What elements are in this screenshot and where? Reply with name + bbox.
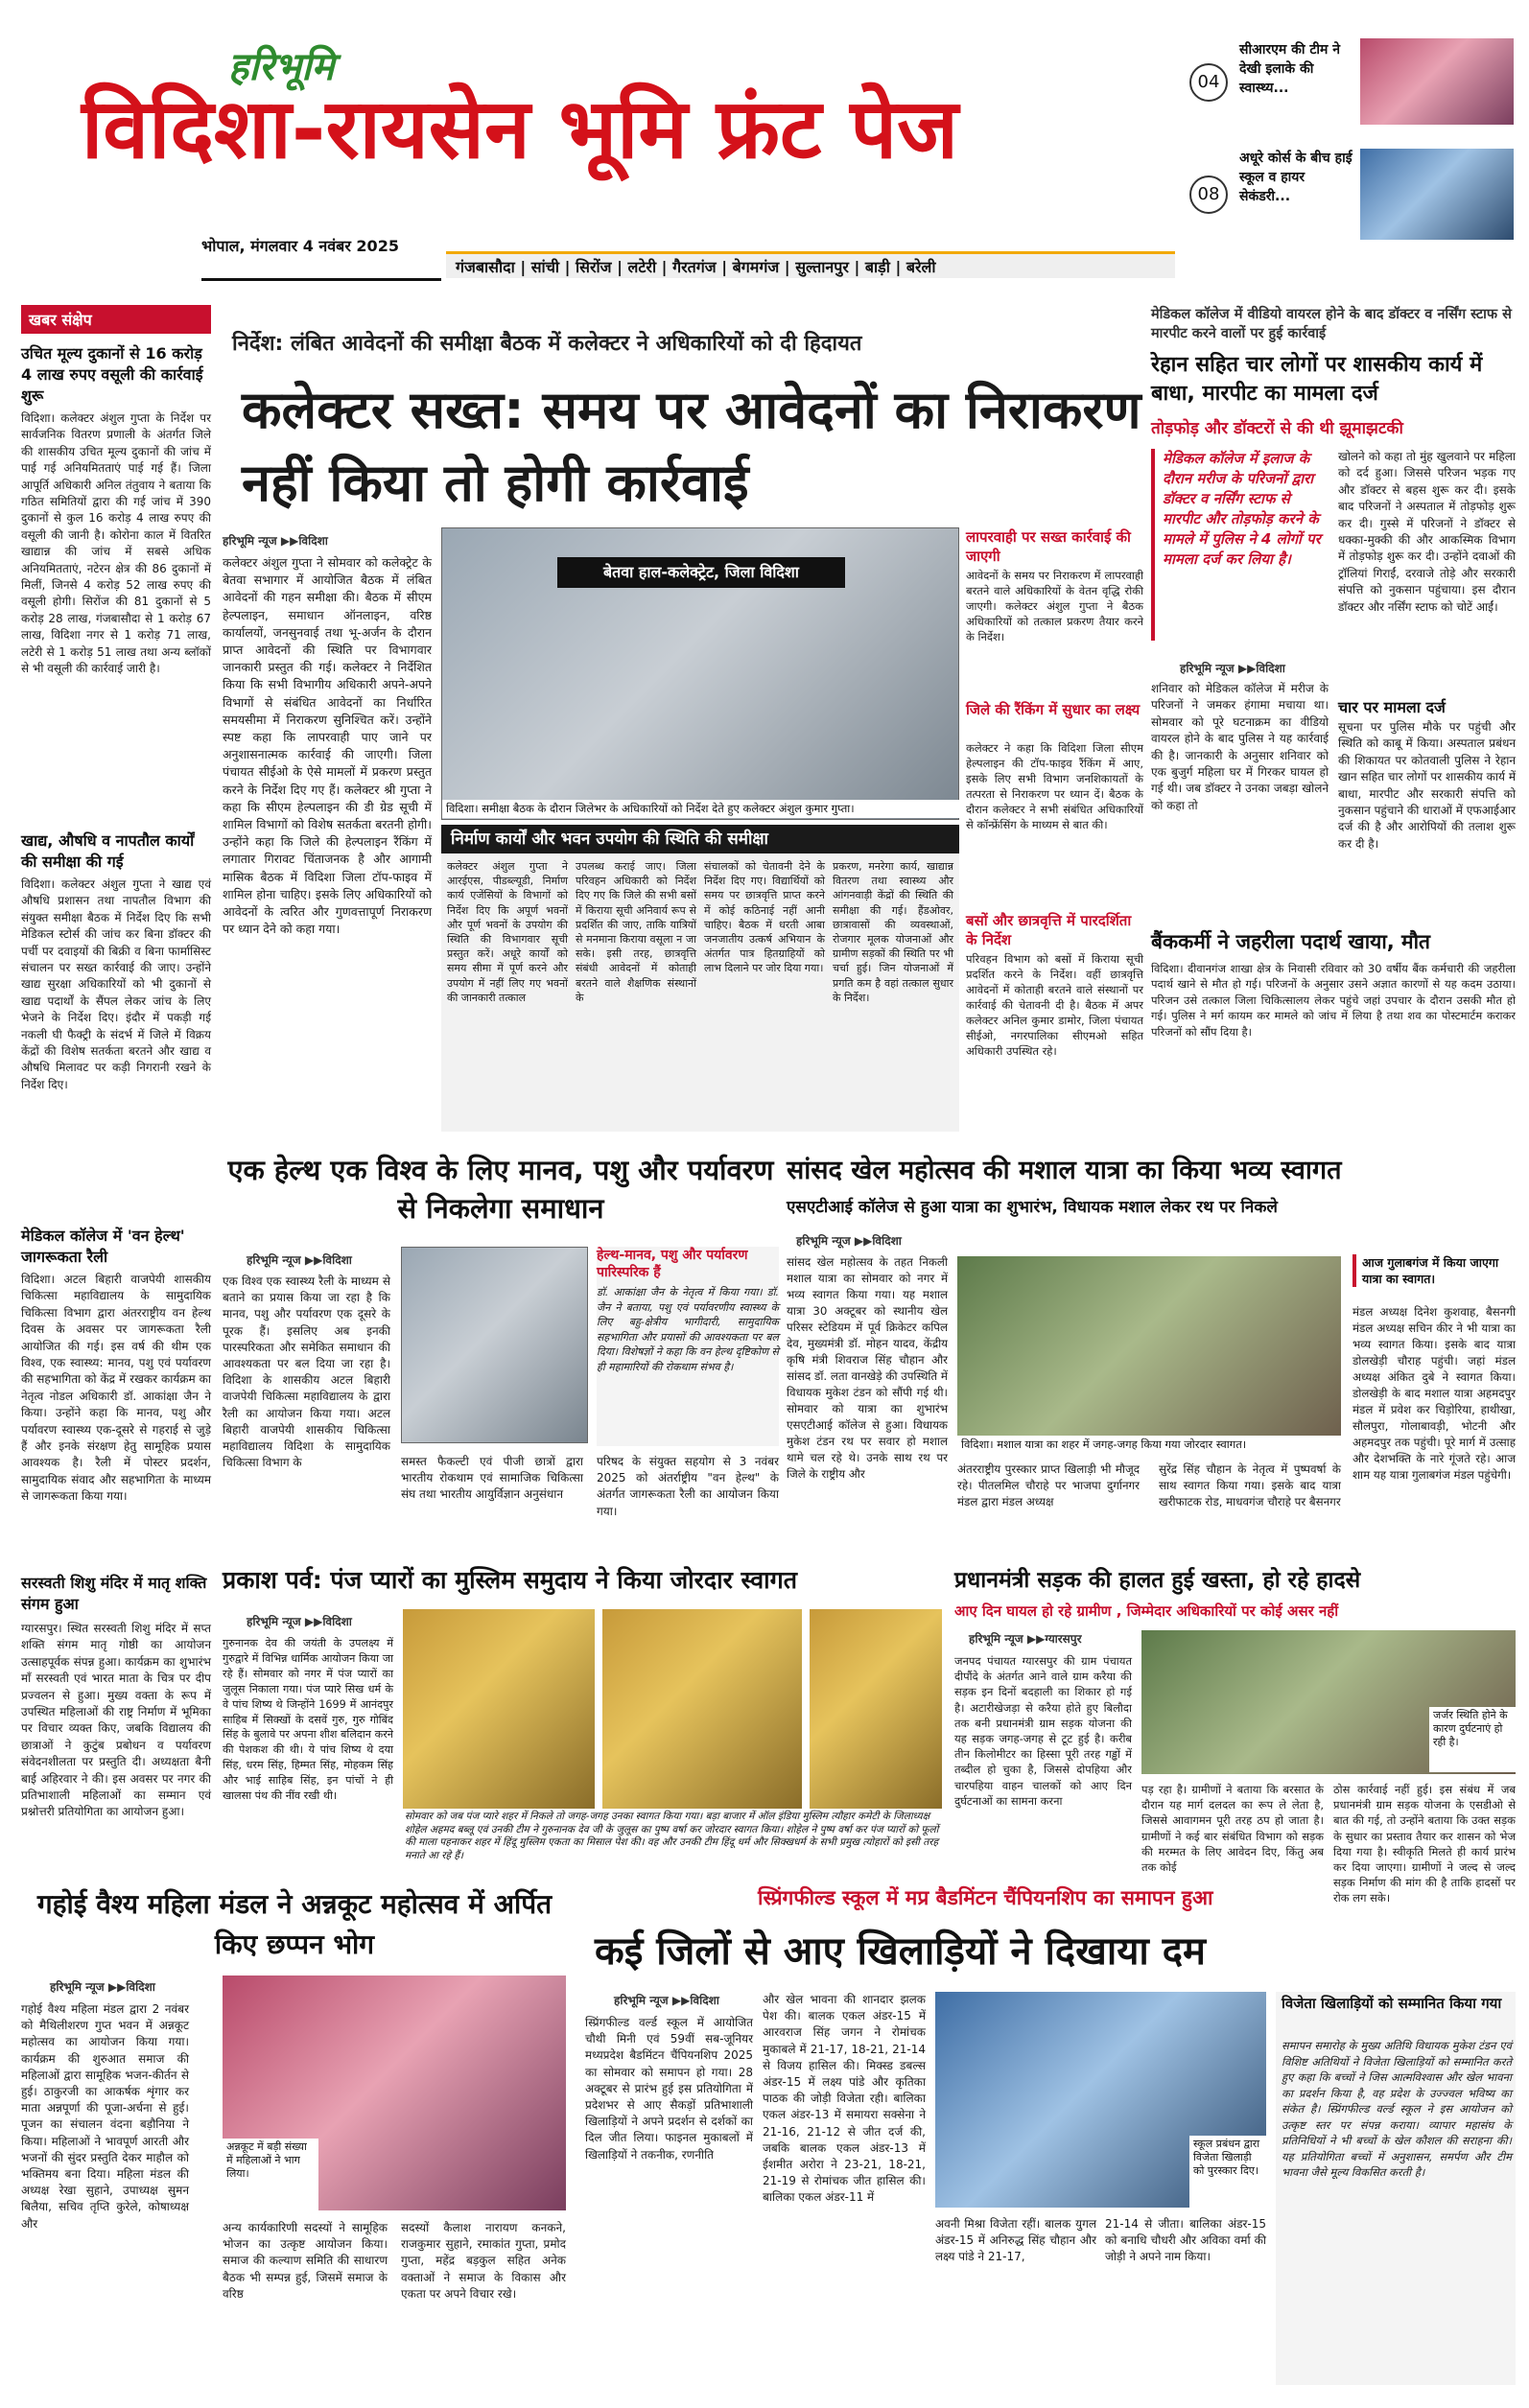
badminton-col2: और खेल भावना की शानदार झलक पेश की। बालक एकल अंडर-15 में आरवराज सिंह जगन ने रोमांचक मुकाबले में 21-17, 18-21, 21-14 से विजय हासिल की। मिक्स्ड डबल्स अंडर-15 में लक्ष्य पांडे और कृतिका पाठक की जोड़ी विजेता रही। बालिका एकल अंडर-13 में समायरा सक्सेना ने 21-16, 21-12 से जीत दर्ज की, जबकि बालक एकल अंडर-13 में ईशमीत अरोरा ने 23-21, 18-21, 21-19 से रोमांचक जीत हासिल की। बालिका एकल अंडर-11 में bbox=[763, 1993, 926, 2205]
torch-sub: एसएटीआई कॉलेज से हुआ यात्रा का शुभारंभ, विधायक मशाल लेकर रथ पर निकले bbox=[787, 1198, 1278, 1217]
annakoot-col3: सदस्यों कैलाश नारायण कनकने, राजकुमार सुहाने, रमाकांत गुप्ता, प्रमोद गुप्ता, महेंद्र बड़कुल सहित अनेक वक्ताओं ने समाज के विकास और एकता पर अपने विचार रखे। bbox=[401, 2221, 566, 2301]
lead-infobox bbox=[441, 825, 959, 1132]
road-photo-caption: जर्जर स्थिति होने के कारण दुर्घटनाएं हो रही है। bbox=[1429, 1707, 1516, 1772]
onehealth-box bbox=[597, 1247, 779, 1446]
onehealth-col4: परिषद के संयुक्त सहयोग से 3 नवंबर 2025 को अंतर्राष्ट्रीय "वन हेल्थ" के अंतर्गत जागरूकता रैली का आयोजन किया गया। bbox=[597, 1455, 779, 1518]
prakash-photo-1 bbox=[403, 1609, 595, 1809]
badminton-box bbox=[1276, 1992, 1516, 2385]
torch-headline: सांसद खेल महोत्सव की मशाल यात्रा का किया भव्य स्वागत bbox=[787, 1156, 1342, 1185]
annakoot-headline: गहोई वैश्य महिला मंडल ने अन्नकूट महोत्सव में अर्पित किए छप्पन भोग bbox=[36, 1888, 553, 1960]
town-strip bbox=[446, 251, 1175, 278]
masthead bbox=[0, 0, 1529, 278]
right-headline: रेहान सहित चार लोगों पर शासकीय कार्य में बाधा, मारपीट का मामला दर्ज bbox=[1151, 353, 1483, 406]
brief-head-3: मेडिकल कॉलेज में 'वन हेल्थ' जागरूकता रैली bbox=[21, 1227, 185, 1266]
teaser-1 bbox=[1189, 38, 1516, 134]
onehealth-byline: हरिभूमि न्यूज ▶▶विदिशा bbox=[247, 1253, 352, 1267]
photo-sign: बेतवा हाल-कलेक्ट्रेट, जिला विदिशा bbox=[557, 557, 845, 588]
brief-column bbox=[21, 305, 211, 1878]
road-photo bbox=[1141, 1630, 1516, 1774]
poison-headline: बैंककर्मी ने जहरीला पदार्थ खाया, मौत bbox=[1151, 930, 1431, 953]
side-body-2: कलेक्टर ने कहा कि विदिशा जिला सीएम हेल्पलाइन की टॉप-फाइव रैंकिंग में आए, इसके लिए सभी विभाग जनशिकायतों के तत्परता से निराकरण पर ध्यान दें। बैठक के दौरान कलेक्टर ने सभी संबंधित अधिकारियों से कॉन्फ्रेंसिंग के माध्यम से बात की। bbox=[966, 741, 1143, 831]
torch-story bbox=[787, 1151, 1516, 1554]
right-body3: सूचना पर पुलिस मौके पर पहुंची और स्थिति को काबू में किया। अस्पताल प्रबंधन की शिकायत पर कोतवाली पुलिस ने रेहान खान सहित चार लोगों पर शासकीय कार्य में बाधा, मारपीट और सरकारी संपत्ति को नुकसान पहुंचाने की धाराओं में एफआईआर दर्ज की है और आरोपियों की तलाश शुरू कर दी है। bbox=[1338, 720, 1516, 851]
brief-body-1: विदिशा। कलेक्टर अंशुल गुप्ता के निर्देश पर सार्वजनिक वितरण प्रणाली के अंतर्गत जिले की शासकीय उचित मूल्य दुकानों की जांच में पाई गई अनियमितताएं पाई गई हैं। जिला आपूर्ति अधिकारी अनिल तंतुवाय ने बताया कि गठित समितियों द्वारा की गई जांच में 390 दुकानों से कुल 16 करोड़ 4 लाख रुपए की वसूली की जानी है। कोरोना काल में वितरित खाद्यान्न की जांच में सबसे अधिक अनियमितताएं, नटेरन क्षेत्र की 86 दुकानों में मिलीं, जिनसे 4 करोड़ 52 लाख रुपए की वसूली होगी। सिरोंज की 81 दुकानों से 5 करोड़ 28 लाख, गंजबासौदा से 1 करोड़ 67 लाख, विदिशा नगर से 1 करोड़ 71 लाख, लटेरी से 1 करोड़ 51 लाख तथा अन्य ब्लॉकों से भी वसूली की कार्रवाई जारी है। bbox=[21, 411, 211, 676]
right-body2: शनिवार को मेडिकल कॉलेज में मरीज के परिजनों ने जमकर हंगामा मचाया था। सोमवार को पूरे घटनाक्रम का वीडियो वायरल होने के बाद पुलिस ने यह कार्रवाई की है। जानकारी के अनुसार शनिवार को एक बुजुर्ग महिला घर में गिरकर घायल हो गई थी। जब डॉक्टर ने उनका जबड़ा खोलने को कहा तो bbox=[1151, 682, 1329, 812]
prakash-byline: हरिभूमि न्यूज ▶▶विदिशा bbox=[247, 1615, 352, 1628]
onehealth-story bbox=[223, 1151, 779, 1554]
onehealth-col3: समस्त फैकल्टी एवं पीजी छात्रों द्वारा भारतीय रोकथाम एवं सामाजिक चिकित्सा संघ तथा भारतीय आयुर्विज्ञान अनुसंधान bbox=[401, 1455, 583, 1502]
onehealth-box-head: हेल्थ-मानव, पशु और पर्यावरण पारिस्परिक हैं bbox=[597, 1248, 748, 1280]
brief-head-2: खाद्य, औषधि व नापतौल कार्यों की समीक्षा की गई bbox=[21, 831, 195, 871]
onehealth-col1: एक विश्व एक स्वास्थ्य रैली के माध्यम से बताने का प्रयास किया जा रहा है कि मानव, पशु और पर्यावरण एक दूसरे के पूरक हैं। इसलिए अब इनकी पारस्परिकता और समेकित समाधान की आवश्यकता पर बल दिया जा रहा है। विदिशा के शासकीय अटल बिहारी वाजपेयी चिकित्सा महाविद्यालय के द्वारा रैली का आयोजन किया गया। अटल बिहारी वाजपेयी शासकीय चिकित्सा महाविद्यालय विदिशा के सामुदायिक चिकित्सा विभाग के bbox=[223, 1274, 390, 1470]
teaser-text: अधूरे कोर्स के बीच हाई स्कूल व हायर सेकंडरी... bbox=[1239, 151, 1353, 204]
teaser-2 bbox=[1189, 139, 1516, 235]
teaser-photo bbox=[1360, 38, 1514, 125]
badminton-story bbox=[585, 1884, 1516, 2393]
right-kicker: मेडिकल कॉलेज में वीडियो वायरल होने के बाद डॉक्टर व नर्सिंग स्टाफ से मारपीट करने वालों पर हुई कार्रवाई bbox=[1151, 307, 1512, 341]
torch-col2: अंतरराष्ट्रीय पुरस्कार प्राप्त खिलाड़ी भी मौजूद रहे। पीतलमिल चौराहे पर भाजपा दुर्गानगर मंडल द्वारा मंडल अध्यक्ष bbox=[957, 1462, 1140, 1508]
prakash-story bbox=[223, 1563, 942, 1861]
masthead-rule bbox=[201, 278, 441, 281]
brief-body-3: विदिशा। अटल बिहारी वाजपेयी शासकीय चिकित्सा महाविद्यालय के सामुदायिक चिकित्सा विभाग द्वारा अंतरराष्ट्रीय वन हेल्थ दिवस के अवसर पर जागरूकता रैली आयोजित की गई। इस वर्ष की थीम एक विश्व, एक स्वास्थ्य: मानव, पशु एवं पर्यावरण की सहभागिता को केंद्र में रखकर कार्यक्रम का नेतृत्व नोडल अधिकारी डॉ. आकांक्षा जैन ने किया। उन्होंने कहा कि मानव, पशु और पर्यावरण स्वास्थ्य एक-दूसरे से गहराई से जुड़े हैं और इनके संरक्षण हेतु सामूहिक प्रयास आवश्यक है। रैली में पोस्टर प्रदर्शन, सामुदायिक संवाद और सहभागिता के माध्यम से जागरूकता किया गया। bbox=[21, 1273, 211, 1504]
road-headline: प्रधानमंत्री सड़क की हालत हुई खस्ता, हो रहे हादसे bbox=[954, 1568, 1361, 1593]
poison-body: विदिशा। दीवानगंज शाखा क्षेत्र के निवासी रविवार को 30 वर्षीय बैंक कर्मचारी की जहरीला पदार्थ खाने से मौत हो गई। परिजनों के अनुसार उसने अज्ञात कारणों से यह कदम उठाया। परिजन उसे तत्काल जिला चिकित्सालय लेकर पहुंचे जहां उपचार के दौरान उसकी मौत हो गई। पुलिस ने मर्ग कायम कर मामले को जांच में लिया है तथा शव का पोस्टमार्टम कराकर परिजनों को सौंप दिया है। bbox=[1151, 962, 1516, 1039]
lead-byline: हरिभूमि न्यूज ▶▶विदिशा bbox=[223, 534, 328, 548]
prakash-photo-caption: सोमवार को जब पंज प्यारे शहर में निकले तो जगह-जगह उनका स्वागत किया गया। बड़ा बाजार में ऑल इंडिया मुस्लिम त्यौहार कमेटी के जिलाध्यक्ष शोहेल अहमद बब्लू एवं उनकी टीम ने गुरुनानक देव जी के जुलूस का पुष्प वर्षा कर जोरदार स्वागत किया। शोहेल ने पुष्प वर्षा कर पंज प्यारों को फूलों की माला पहनाकर शहर में हिंदू मुस्लिम एकता का मिसाल पेश की। वह और उनकी टीम हिंदू धर्म और सिक्खधर्म के सभी प्रमुख त्योहारों को इसी तरह मनाते आ रहे हैं। bbox=[403, 1811, 942, 1851]
side-head-3: बसों और छात्रवृत्ति में पारदर्शिता के निर्देश bbox=[966, 912, 1132, 948]
onehealth-headline: एक हेल्थ एक विश्व के लिए मानव, पशु और पर्यावरण से निकलेगा समाधान bbox=[227, 1154, 774, 1225]
road-story bbox=[954, 1563, 1516, 1905]
brief-body-2: विदिशा। कलेक्टर अंशुल गुप्ता ने खाद्य एवं औषधि प्रशासन तथा नापतौल विभाग की संयुक्त समीक्षा बैठक में निर्देश दिए कि सभी मेडिकल स्टोर्स की जांच कर बिना डॉक्टर की पर्ची पर दवाइयों की बिक्री व बिना फार्मासिस्ट संचालन पर सख्त कार्रवाई की जाए। उन्होंने खाद्य सुरक्षा अधिकारियों को भी दुकानों से खाद्य पदार्थों के सैंपल लेकर जांच के लिए भेजने के निर्देश दिए। इंदौर में पकड़ी गई नकली घी फैक्ट्री के संदर्भ में जिले में विक्रय केंद्रों की विशेष सतर्कता बरतने और खाद्य व औषधि मिलावट पर कड़ी निगरानी रखने के निर्देश दिए। bbox=[21, 877, 211, 1091]
right-story bbox=[1151, 305, 1516, 919]
torch-col1: सांसद खेल महोत्सव के तहत निकली मशाल यात्रा का सोमवार को नगर में भव्य स्वागत किया गया। यह मशाल यात्रा 30 अक्टूबर को स्थानीय खेल परिसर स्टेडियम में पूर्व क्रिकेटर कपिल देव, मुख्यमंत्री डॉ. मोहन यादव, केंद्रीय कृषि मंत्री शिवराज सिंह चौहान और सांसद डॉ. लता वानखेड़े की उपस्थिति में विधायक मुकेश टंडन को सौंपी गई थी। सोमवार को यात्रा का शुभारंभ एसएटीआई कॉलेज से हुआ। विधायक मुकेश टंडन रथ पर सवार हो मशाल थामे चल रहे थे। उनके साथ रथ पर जिले के राष्ट्रीय और bbox=[787, 1255, 948, 1481]
badminton-photo bbox=[935, 1992, 1266, 2208]
road-byline: हरिभूमि न्यूज ▶▶ग्यारसपुर bbox=[969, 1632, 1082, 1646]
right-byline: हरिभूमि न्यूज ▶▶विदिशा bbox=[1180, 662, 1285, 675]
prakash-headline: प्रकाश पर्व: पंज प्यारों का मुस्लिम समुदाय ने किया जोरदार स्वागत bbox=[223, 1566, 797, 1594]
badminton-photo-caption: स्कूल प्रबंधन द्वारा विजेता खिलाड़ी को पुरस्कार दिए। bbox=[1189, 2136, 1266, 2208]
brief-head-4: सरस्वती शिशु मंदिर में मातृ शक्ति संगम हुआ bbox=[21, 1574, 207, 1613]
annakoot-col2: अन्य कार्यकारिणी सदस्यों ने सामूहिक भोजन का उत्कृष्ट आयोजन किया। समाज की कल्याण समिति की साधारण बैठक भी सम्पन्न हुई, जिसमें समाज के वरिष्ठ bbox=[223, 2221, 388, 2301]
torch-side: मंडल अध्यक्ष दिनेश कुशवाह, बैसनगी मंडल अध्यक्ष सचिन कीर ने भी यात्रा का भव्य स्वागत किया। इसके बाद यात्रा डोलखेड़ी चौराह पहुंची। जहां मंडल अध्यक्ष अंकित दुबे ने स्वागत किया। डोलखेड़ी के बाद मशाल यात्रा अहमदपुर मंडल में प्रवेश कर चिड़ोरिया, हाथीखा, सौलपुरा, गोलाबावड़ी, भोटनी और अहमदपुर तक पहुंची। पूरे मार्ग में उत्साह और देशभक्ति के नारे गूंजते रहे। आज शाम यह यात्रा गुलाबगंज मंडल पहुंचेगी। bbox=[1353, 1305, 1516, 1482]
lead-story bbox=[223, 307, 1143, 1151]
lead-kicker: निर्देश: लंबित आवेदनों की समीक्षा बैठक में कलेक्टर ने अधिकारियों को दी हिदायत bbox=[232, 332, 862, 356]
prakash-photo-3 bbox=[810, 1609, 942, 1809]
brief-head-1: उचित मूल्य दुकानों से 16 करोड़ 4 लाख रुपए वसूली की कार्रवाई शुरू bbox=[21, 344, 203, 405]
page-title: विदिशा-रायसेन भूमि फ्रंट पेज bbox=[82, 82, 958, 177]
annakoot-col1: गहोई वैश्य महिला मंडल द्वारा 2 नवंबर को मैथिलीशरण गुप्त भवन में अन्नकूट महोत्सव का आयोजन किया गया। कार्यक्रम की शुरुआत समाज की महिलाओं द्वारा सामूहिक भजन-कीर्तन से हुई। ठाकुरजी का आकर्षक शृंगार कर माता अन्नपूर्णा की पूजा-अर्चना से हुई। पूजन का संचालन वंदना बड़ौनिया ने किया। महिलाओं ने भावपूर्ण आरती और भजनों की सुंदर प्रस्तुति देकर माहौल को भक्तिमय बना दिया। महिला मंडल की अध्यक्ष रेखा सुहाने, उपाध्यक्ष सुमन बिलैया, सचिव तृप्ति कुरेले, कोषाध्यक्ष और bbox=[21, 2002, 189, 2231]
badminton-headline: कई जिलों से आए खिलाड़ियों ने दिखाया दम bbox=[595, 1929, 1206, 1974]
lead-photo-caption: विदिशा। समीक्षा बैठक के दौरान जिलेभर के अधिकारियों को निर्देश देते हुए कलेक्टर अंशुल कुमार गुप्ता। bbox=[442, 800, 960, 818]
poison-story bbox=[1151, 928, 1516, 1101]
road-col3: ठोस कार्रवाई नहीं हुई। इस संबंध में जब प्रधानमंत्री ग्राम सड़क योजना के एसडीओ से बात की गई, तो उन्होंने बताया कि उक्त सड़क के सुधार का प्रस्ताव तैयार कर शासन को भेज दिया गया है। स्वीकृति मिलते ही कार्य प्रारंभ कर दिया जाएगा। ग्रामीणों ने जल्द से जल्द सड़क निर्माण की मांग की है ताकि हादसों पर रोक लग सके। bbox=[1333, 1783, 1516, 1905]
side-head-1: लापरवाही पर सख्त कार्रवाई की जाएगी bbox=[966, 528, 1131, 565]
prakash-photo-2 bbox=[602, 1609, 802, 1809]
road-col1: जनपद पंचायत ग्यारसपुर की ग्राम पंचायत दीपौंदे के अंतर्गत आने वाले ग्राम करैया की सड़क इन दिनों बदहाली का शिकार हो गई है। अटारीखेजड़ा से करैया होते हुए बिलौदा तक बनी प्रधानमंत्री ग्राम सड़क योजना की यह सड़क जगह-जगह से टूट हुई है। करीब तीन किलोमीटर का हिस्सा पूरी तरह गड्ढों में तब्दील हो चुका है, जिससे दोपहिया और चारपहिया वाहन चालकों को आए दिन दुर्घटनाओं का सामना करना bbox=[954, 1654, 1132, 1808]
badminton-col3: अवनी मिश्रा विजेता रहीं। बालक युगल अंडर-15 में अनिरुद्ध सिंह चौहान और लक्ष्य पांडे ने 21-17, bbox=[935, 2217, 1096, 2264]
right-sub2: चार पर मामला दर्ज bbox=[1338, 698, 1446, 716]
annakoot-byline: हरिभूमि न्यूज ▶▶विदिशा bbox=[50, 1980, 155, 1994]
teaser-photo bbox=[1360, 149, 1514, 240]
badminton-col1: स्प्रिंगफील्ड वर्ल्ड स्कूल में आयोजित चौथी मिनी एवं 59वीं सब-जूनियर मध्यप्रदेश बैडमिंटन चैंपियनशिप 2025 का सोमवार को समापन हो गया। 28 अक्टूबर से प्रारंभ हुई इस प्रतियोगिता में प्रदेशभर से आए सैकड़ों प्रतिभाशाली खिलाड़ियों ने अपने प्रदर्शन से दर्शकों का दिल जीत लिया। फाइनल मुकाबलों में खिलाड़ियों ने तकनीक, रणनीति bbox=[585, 2016, 753, 2162]
teaser-num: 04 bbox=[1189, 63, 1228, 102]
road-sub: आए दिन घायल हो रहे ग्रामीण , जिम्मेदार अधिकारियों पर कोई असर नहीं bbox=[954, 1602, 1339, 1620]
lead-headline: कलेक्टर सख्त: समय पर आवेदनों का निराकरण नहीं किया तो होगी कार्रवाई bbox=[242, 380, 1141, 513]
side-body-3: परिवहन विभाग को बसों में किराया सूची प्रदर्शित करने के निर्देश। वहीं छात्रवृत्ति आवेदनों में कोताही बरतने वाले संस्थानों पर कार्रवाई की चेतावनी दी है। बैठक में अपर कलेक्टर अनिल कुमार डामोर, जिला पंचायत सीईओ, नगरपालिका सीएमओ सहित अधिकारी उपस्थित रहे। bbox=[966, 952, 1143, 1058]
lead-col1: कलेक्टर अंशुल गुप्ता ने सोमवार को कलेक्ट्रेट के बेतवा सभागार में आयोजित बैठक में लंबित आवेदनों की गहन समीक्षा की। बैठक में सीएम हेल्पलाइन, समाधान ऑनलाइन, वरिष्ठ कार्यालयों, जनसुनवाई तथा भू-अर्जन के दौरान प्राप्त आवेदनों की स्थिति पर विभागवार जानकारी प्रस्तुत की गई। कलेक्टर ने निर्देशित किया कि सभी विभागीय अधिकारी अपने-अपने विभागों से संबंधित आवेदनों का निर्धारित समयसीमा में निराकरण सुनिश्चित करें। उन्होंने स्पष्ट कहा कि लापरवाही पाए जाने पर अनुशासनात्मक कार्रवाई की जाएगी। जिला पंचायत सीईओ के ऐसे मामलों में प्रकरण प्रस्तुत करने के निर्देश दिए गए हैं। कलेक्टर श्री गुप्ता ने कहा कि सीएम हेल्पलाइन की डी ग्रेड सूची में शामिल विभागों को विशेष सतर्कता बरतनी होगी। उन्होंने कहा कि जिले की हेल्पलाइन रैंकिंग में लगातार गिरावट चिंताजनक है और आगामी मासिक बैठक में विदिशा जिला टॉप-फाइव में शामिल होना चाहिए। इसके लिए अधिकारियों को आवेदनों के त्वरित और गुणवत्तापूर्ण निराकरण पर ध्यान देने को कहा गया। bbox=[223, 555, 432, 937]
torch-col3: सुरेंद्र सिंह चौहान के नेतृत्व में पुष्पवर्षा के साथ स्वागत किया गया। इसके बाद यात्रा खरीफाटक रोड, माधवगंज चौराहे पर बैसनगर bbox=[1159, 1462, 1341, 1508]
infobox-col3: संचालकों को चेतावनी देने के निर्देश दिए गए। विद्यार्थियों को समय पर छात्रवृत्ति प्राप्त करने में कोई कठिनाई नहीं आनी चाहिए। बैठक में धरती आबा जनजातीय उत्कर्ष अभियान के अंतर्गत पात्र हितग्राहियों को लाभ दिलाने पर जोर दिया गया। bbox=[704, 860, 825, 975]
prakash-col1: गुरुनानक देव की जयंती के उपलक्ष्य में गुरुद्वारे में विभिन्न धार्मिक आयोजन किया जा रहे हैं। सोमवार को नगर में पंज प्यारों का जुलूस निकाला गया। पंज प्यारे सिख धर्म के वे पांच शिष्य थे जिन्होंने 1699 में आनंदपुर साहिब में सिक्खों के दसवें गुरु, गुरु गोबिंद सिंह के बुलावे पर अपना शीश बलिदान करने की पेशकश की थी। ये पांच शिष्य थे दया सिंह, धरम सिंह, हिम्मत सिंह, मोहकम सिंह और भाई साहिब सिंह, इन पांचों ने ही खालसा पंथ की नींव रखी थी। bbox=[223, 1637, 393, 1803]
torch-photo-caption: विदिशा। मशाल यात्रा का शहर में जगह-जगह किया गया जोरदार स्वागत। bbox=[957, 1436, 1341, 1454]
badminton-box-body: समापन समारोह के मुख्य अतिथि विधायक मुकेश टंडन एवं विशिष्ट अतिथियों ने विजेता खिलाड़ियों को सम्मानित करते हुए कहा कि बच्चों ने जिस आत्मविश्वास और खेल भावना का प्रदर्शन किया है, वह प्रदेश के उज्ज्वल भविष्य का संकेत है। स्प्रिंगफील्ड वर्ल्ड स्कूल ने इस आयोजन को उत्कृष्ट स्तर पर संपन्न कराया। व्यापार महासंघ के प्रतिनिधियों ने भी बच्चों के खेल कौशल की सराहना की। यह प्रतियोगिता बच्चों में अनुशासन, समर्पण और टीम भावना जैसे मूल्य विकसित करती है। bbox=[1282, 2039, 1512, 2179]
dateline: भोपाल, मंगलवार 4 नवंबर 2025 bbox=[201, 237, 399, 255]
badminton-box-head: विजेता खिलाड़ियों को सम्मानित किया गया bbox=[1282, 1995, 1502, 2012]
infobox-col2: उपलब्ध कराई जाए। जिला परिवहन अधिकारी को निर्देश दिए गए कि जिले की सभी बसों में किराया सूची अनिवार्य रूप से प्रदर्शित की जाए, ताकि यात्रियों से मनमाना किराया वसूला न जा सके। इसी तरह, छात्रवृत्ति संबंधी आवेदनों में कोताही बरतने वाले शैक्षणिक संस्थानों के bbox=[576, 860, 696, 1004]
torch-photo bbox=[957, 1256, 1341, 1453]
annakoot-photo bbox=[223, 1975, 566, 2210]
road-col2: पड़ रहा है। ग्रामीणों ने बताया कि बरसात के दौरान यह मार्ग दलदल का रूप ले लेता है, जिससे आवागमन पूरी तरह ठप हो जाता है। ग्रामीणों ने कई बार संबंधित विभाग को सड़क की मरम्मत के लिए आवेदन दिए, किंतु अब तक कोई bbox=[1141, 1783, 1324, 1875]
onehealth-box-body: डॉ. आकांक्षा जैन के नेतृत्व में किया गया। डॉ. जैन ने बताया, पशु एवं पर्यावरणीय स्वास्थ्य के लिए बहु-क्षेत्रीय भागीदारी, सामुदायिक सहभागिता और प्रयासों की आवश्यकता पर बल दिया। विशेषज्ञों ने कहा कि वन हेल्थ दृष्टिकोण से ही महामारियों की रोकथाम संभव है। bbox=[597, 1286, 779, 1373]
brief-label: खबर संक्षेप bbox=[21, 305, 211, 334]
annakoot-photo-caption: अन्नकूट में बड़ी संख्या में महिलाओं ने भाग लिया। bbox=[223, 2139, 318, 2210]
brand-logo: हरिभूमि bbox=[228, 45, 335, 89]
teaser-text: सीआरएम की टीम ने देखी इलाके की स्वास्थ्य... bbox=[1239, 42, 1341, 96]
teaser-num: 08 bbox=[1189, 175, 1228, 214]
brief-body-4: ग्यारसपुर। स्थित सरस्वती शिशु मंदिर में सप्त शक्ति संगम मातृ गोष्ठी का आयोजन उत्साहपूर्वक संपन्न हुआ। कार्यक्रम का शुभारंभ माँ सरस्वती एवं भारत माता के चित्र पर दीप प्रज्वलन से हुआ। मुख्य वक्ता के रूप में उपस्थित महिलाओं की राष्ट्र निर्माण में भूमिका पर विचार व्यक्त किए, जबकि विद्यालय की छात्राओं ने कुटुंब प्रबोधन व पर्यावरण संवेदनशीलता पर प्रस्तुति दी। अध्यक्षता बैनी बाई अहिरवार ने की। इस अवसर पर नगर की प्रतिभाशाली महिलाओं का सम्मान एवं प्रश्नोत्तरी प्रतियोगिता का आयोजन हुआ। bbox=[21, 1622, 211, 1819]
side-head-2: जिले की रैंकिंग में सुधार का लक्ष्य bbox=[966, 701, 1141, 718]
lead-photo bbox=[441, 527, 959, 820]
badminton-kicker: स्प्रिंगफील्ड स्कूल में मप्र बैडमिंटन चैंपियनशिप का समापन हुआ bbox=[758, 1886, 1213, 1909]
right-sub: तोड़फोड़ और डॉक्टरों से की थी झूमाझटकी bbox=[1151, 419, 1403, 438]
torch-byline: हरिभूमि न्यूज ▶▶विदिशा bbox=[796, 1234, 902, 1248]
infobox-head: निर्माण कार्यों और भवन उपयोग की स्थिति की समीक्षा bbox=[441, 825, 959, 853]
badminton-col4: 21-14 से जीता। बालिका अंडर-15 को बनाधि चौधरी और अविका वर्मा की जोड़ी ने अपने नाम किया। bbox=[1105, 2217, 1266, 2264]
annakoot-story bbox=[21, 1884, 568, 2393]
onehealth-photo bbox=[401, 1247, 588, 1443]
lead-side bbox=[966, 527, 1143, 1122]
right-body1: खोलने को कहा तो मुंह खुलवाने पर महिला को दर्द हुआ। जिससे परिजन भड़क गए और डॉक्टर से बहस शुरू कर दी। इसके बाद परिजनों ने अस्पताल में तोड़फोड़ शुरू कर दी। गुस्से में परिजनों ने डॉक्टर से धक्का-मुक्की की और आकस्मिक विभाग में तोड़फोड़ शुरू कर दी। उन्होंने दवाओं की ट्रॉलियां गिराईं, दरवाजे तोड़े और सरकारी संपत्ति को नुकसान पहुंचाया। इस दौरान डॉक्टर और नर्सिंग स्टाफ को चोटें आईं। bbox=[1338, 450, 1516, 614]
badminton-byline: हरिभूमि न्यूज ▶▶विदिशा bbox=[614, 1994, 719, 2007]
side-body-1: आवेदनों के समय पर निराकरण में लापरवाही बरतने वाले अधिकारियों के वेतन वृद्धि रोकी जाएगी। कलेक्टर अंशुल गुप्ता ने बैठक अधिकारियों को तत्काल प्रकरण तैयार करने के निर्देश। bbox=[966, 569, 1143, 643]
right-quote: मेडिकल कॉलेज में इलाज के दौरान मरीज के परिजनों द्वारा डॉक्टर व नर्सिंग स्टाफ से मारपीट और तोड़फोड़ करने के मामले में पुलिस ने 4 लोगों पर मामला दर्ज कर लिया है। bbox=[1151, 449, 1329, 641]
infobox-col4: प्रकरण, मनरेगा कार्य, खाद्यान्न वितरण तथा स्वास्थ्य और आंगनवाड़ी केंद्रों की स्थिति की समीक्षा की गई। हैंडओवर, छात्रावासों की व्यवस्थाओं, रोजगार मूलक योजनाओं और ग्रामीण सड़कों की स्थिति पर भी चर्चा हुई। जिन योजनाओं में प्रगति कम है वहां तत्काल सुधार के निर्देश। bbox=[833, 860, 953, 1004]
torch-note: आज गुलाबगंज में किया जाएगा यात्रा का स्वागत। bbox=[1353, 1254, 1516, 1287]
infobox-col1: कलेक्टर अंशुल गुप्ता ने आरईएस, पीडब्ल्यूडी, निर्माण कार्य एजेंसियों के विभागों को निर्देश दिए कि अपूर्ण भवनों और पूर्ण भवनों के उपयोग की स्थिति की विभागवार सूची प्रस्तुत करें। अधूरे कार्यों को समय सीमा में पूर्ण करने और उपयोग में नहीं लिए गए भवनों की जानकारी तत्काल bbox=[447, 860, 568, 1004]
town-list: गंजबासौदा | सांची | सिरोंज | लटेरी | गैरतगंज | बेगमगंज | सुल्तानपुर | बाड़ी | बरेली bbox=[456, 258, 936, 276]
